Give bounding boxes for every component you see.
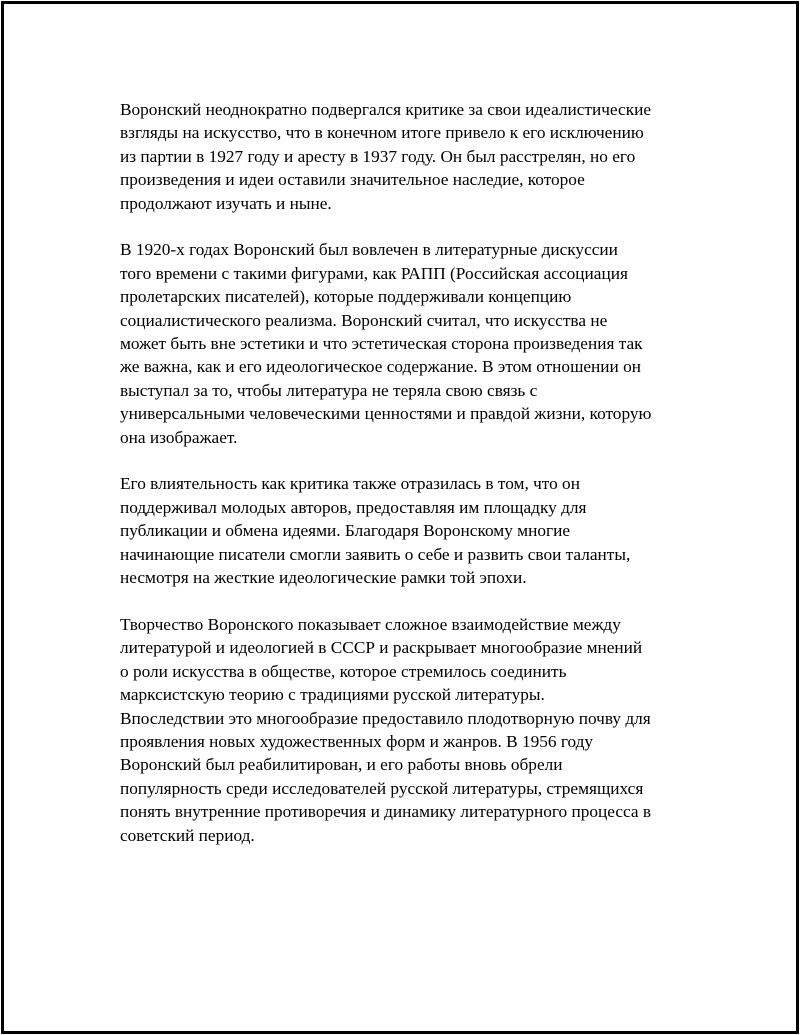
paragraph-2 [120, 238, 720, 449]
text-line: выступал за то, чтобы литература не теряла свою связь с [120, 380, 538, 400]
text-line: из партии в 1927 году и аресту в 1937 году. Он был расстрелян, но его [120, 146, 636, 166]
text-line: публикации и обмена идеями. Благодаря Воронскому многие [120, 521, 571, 541]
text-line: советский период. [120, 825, 255, 845]
text-line: того времени с такими фигурами, как РАПП (Российская ассоциация [120, 263, 628, 283]
text-line: может быть вне эстетики и что эстетическая сторона произведения так [120, 334, 643, 354]
text-line: начинающие писатели смогли заявить о себе и развить свои таланты, [120, 544, 631, 564]
text-line: пролетарских писателей), которые поддерживали концепцию [120, 287, 572, 307]
paragraph-4 [120, 613, 720, 847]
text-line: Впоследствии это многообразие предоставило плодотворную почву для [120, 708, 651, 728]
text-line: популярность среди исследователей русской литературы, стремящихся [120, 778, 644, 798]
text-line: понять внутренние противоречия и динамику литературного процесса в [120, 802, 652, 822]
text-line: взгляды на искусство, что в конечном итоге привело к его исключению [120, 123, 644, 143]
text-line: она изображает. [120, 427, 238, 447]
page-frame [1, 1, 799, 1034]
text-line: поддерживал молодых авторов, предоставляя им площадку для [120, 497, 587, 517]
text-line: универсальными человеческими ценностями и правдой жизни, которую [120, 404, 652, 424]
text-line: Воронский был реабилитирован, и его работы вновь обрели [120, 755, 563, 775]
paragraph-1 [120, 98, 720, 215]
text-line: несмотря на жесткие идеологические рамки той эпохи. [120, 568, 527, 588]
text-line: Его влиятельность как критика также отразилась в том, что он [120, 474, 580, 494]
text-line: социалистического реализма. Воронский считал, что искусства не [120, 310, 608, 330]
text-line: литературой и идеологией в СССР и раскрывает многообразие мнений [120, 638, 643, 658]
document-body [120, 98, 720, 870]
text-line: марксистскую теорию с традициями русской литературы. [120, 685, 545, 705]
text-line: Воронский неоднократно подвергался критике за свои идеалистические [120, 100, 652, 119]
paragraph-3 [120, 472, 720, 589]
text-line: о роли искусства в обществе, которое стремилось соединить [120, 661, 567, 681]
text-line: же важна, как и его идеологическое содержание. В этом отношении он [120, 357, 642, 377]
text-line: Творчество Воронского показывает сложное взаимодействие между [120, 614, 621, 634]
text-line: проявления новых художественных форм и жанров. В 1956 году [120, 731, 594, 751]
text-line: продолжают изучать и ныне. [120, 193, 332, 213]
text-line: произведения и идеи оставили значительное наследие, которое [120, 170, 585, 190]
text-line: В 1920-х годах Воронский был вовлечен в литературные дискуссии [120, 240, 618, 260]
